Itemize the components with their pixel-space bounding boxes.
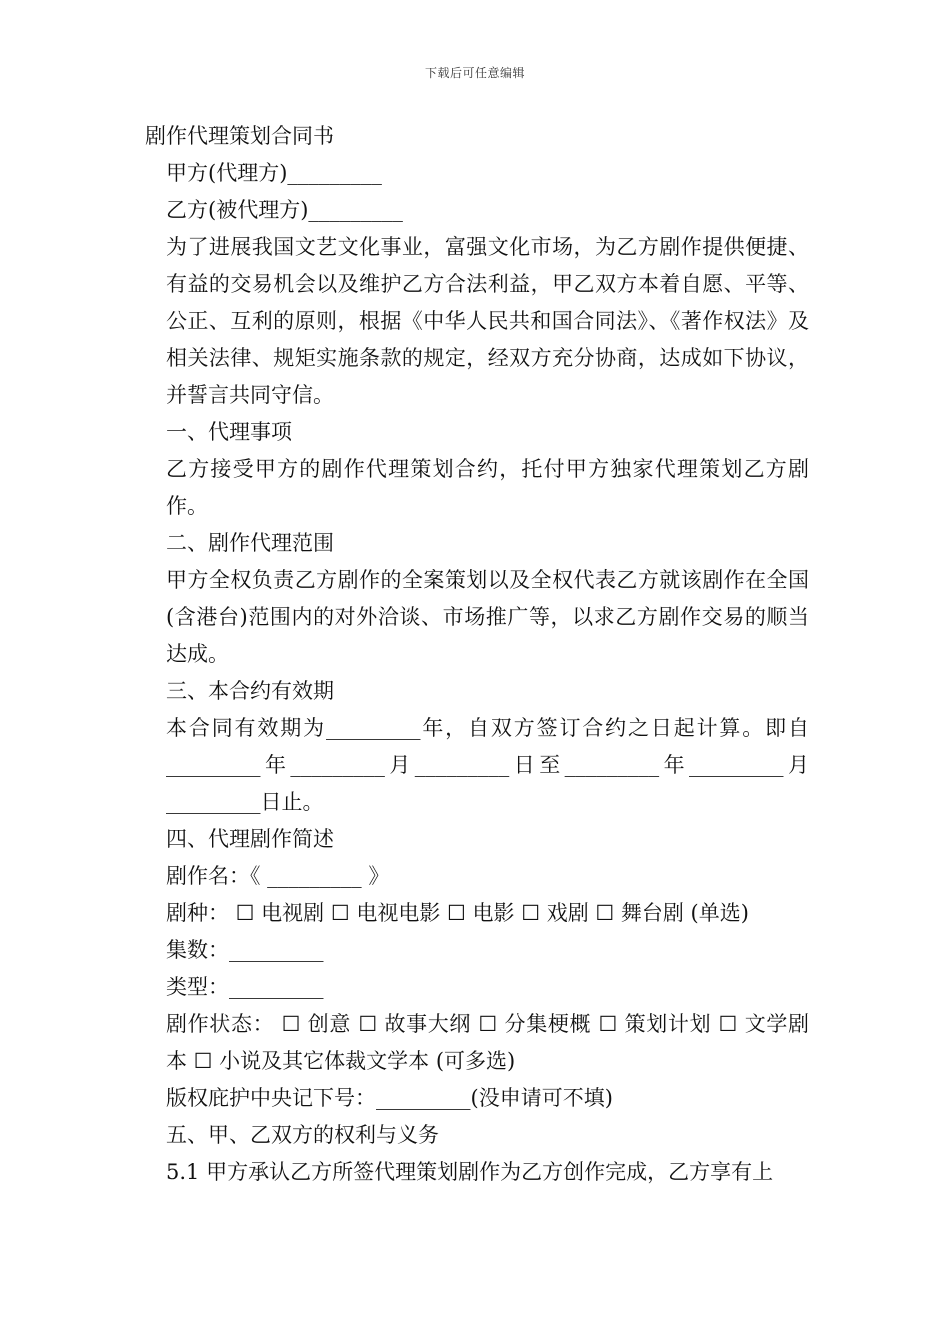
section-3-body: 本合同有效期为_________年，自双方签订合约之日起计算。即自_________年_________月_________日至_________年_________月_________日止。 [166,716,809,814]
genre-options: 剧种： ☐ 电视剧 ☐ 电视电影 ☐ 电影 ☐ 戏剧 ☐ 舞台剧 (单选) [166,901,749,925]
script-name-field: 剧作名：《 _________ 》 [166,864,390,888]
section-2-body: 甲方全权负责乙方剧作的全案策划以及全权代表乙方就该剧作在全国(含港台)范围内的对外洽谈、市场推广等，以求乙方剧作交易的顺当达成。 [166,568,809,666]
page-header-note: 下载后可任意编辑 [424,66,525,80]
section-4-heading: 四、代理剧作简述 [166,827,334,851]
contract-document [145,118,809,1191]
episodes-field: 集数：_________ [166,938,324,962]
party-a-line: 甲方(代理方)_________ [166,161,382,185]
section-5-heading: 五、甲、乙双方的权利与义务 [166,1123,439,1147]
type-field: 类型：_________ [166,975,324,999]
section-3-heading: 三、本合约有效期 [166,679,334,703]
section-1-heading: 一、代理事项 [166,420,292,444]
script-status-options: 剧作状态： ☐ 创意 ☐ 故事大纲 ☐ 分集梗概 ☐ 策划计划 ☐ 文学剧本 ☐ 小说及其它体裁文学本 (可多选) [166,1012,809,1073]
intro-paragraph: 为了进展我国文艺文化事业，富强文化市场，为乙方剧作提供便捷、有益的交易机会以及维护乙方合法利益，甲乙双方本着自愿、平等、公正、互利的原则，根据《中华人民共和国合同法》、《著作权法》及相关法律、规矩实施条款的规定，经双方充分协商，达成如下协议，并誓言共同守信。 [166,235,809,407]
document-title: 剧作代理策划合同书 [145,124,334,148]
clause-5-1: 5.1 甲方承认乙方所签代理策划剧作为乙方创作完成，乙方享有上 [166,1160,774,1184]
party-b-line: 乙方(被代理方)_________ [166,198,403,222]
section-2-heading: 二、剧作代理范围 [166,531,334,555]
copyright-registration-field: 版权庇护中央记下号：_________(没申请可不填) [166,1086,613,1110]
section-1-body: 乙方接受甲方的剧作代理策划合约，托付甲方独家代理策划乙方剧作。 [166,457,809,518]
